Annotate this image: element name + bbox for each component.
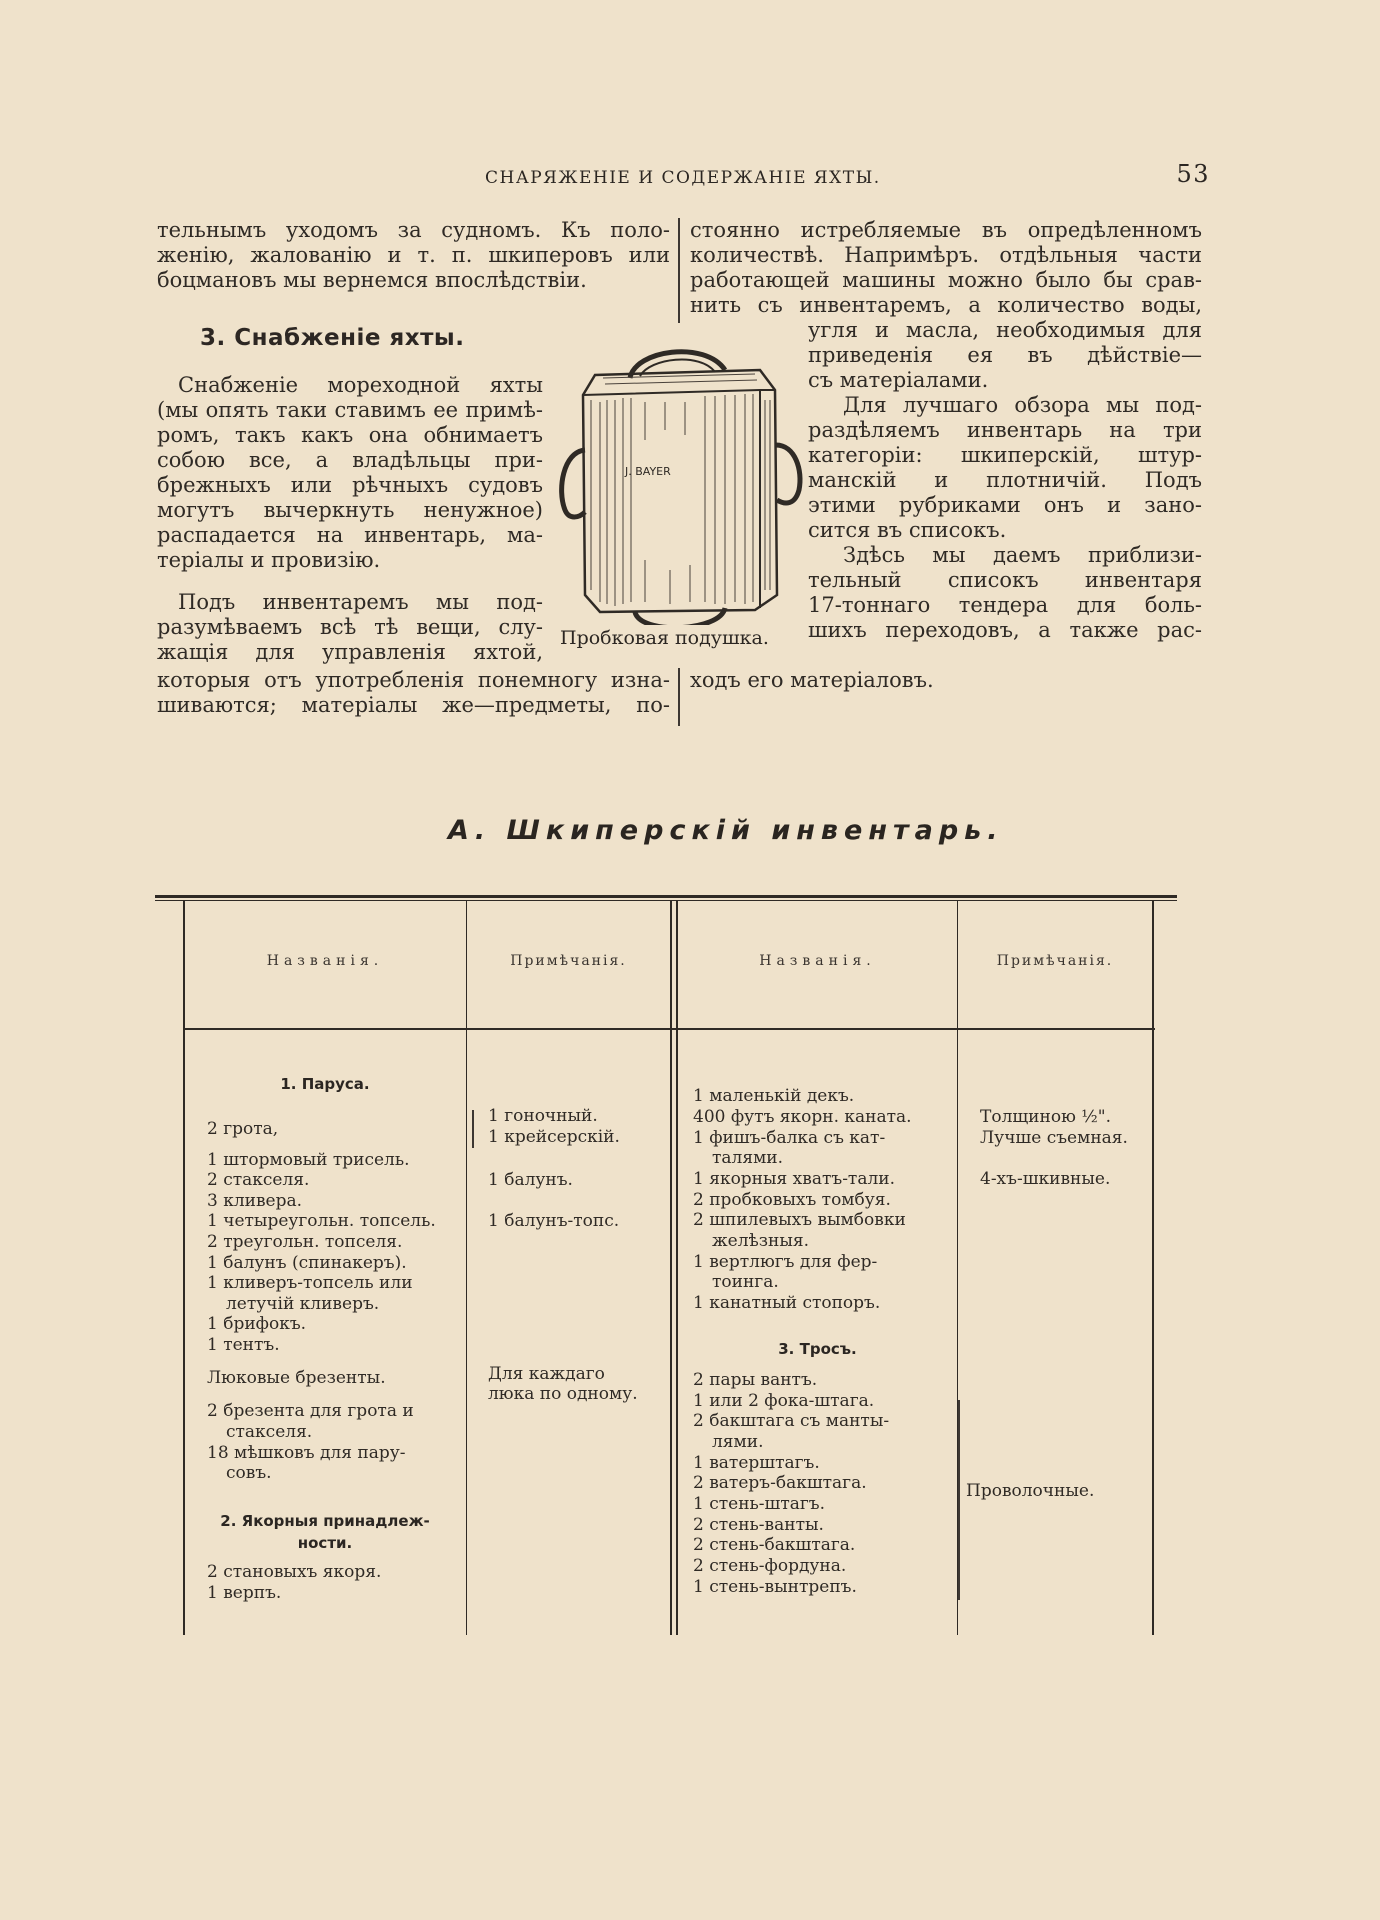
table-title: А. Шкиперскій инвентарь. — [448, 815, 1004, 846]
table-top-rule-thin — [155, 900, 1177, 901]
table-cell: 1 штормовый трисель. — [207, 1150, 410, 1170]
table-cell: 1 верпъ. — [207, 1583, 282, 1603]
table-section-title: ности. — [297, 1534, 353, 1552]
section-heading: 3. Снабженіе яхты. — [200, 325, 465, 351]
text-line: сится въ списокъ. — [808, 518, 1007, 542]
text-line: собою все, а владѣльцы при- — [157, 448, 543, 472]
text-line: манскій и плотничій. Подъ — [808, 468, 1202, 492]
table-cell: 1 балунъ. — [488, 1170, 573, 1190]
figure-caption: Пробковая подушка. — [560, 627, 769, 649]
table-col-divider — [466, 900, 467, 1635]
column-divider — [678, 218, 680, 323]
text-line: раздѣляемъ инвентарь на три — [808, 418, 1202, 442]
table-cell: 2 грота, — [207, 1119, 279, 1139]
table-cell: 2 шпилевыхъ вымбовки — [693, 1210, 906, 1230]
table-cell: 1 балунъ-топс. — [488, 1211, 620, 1231]
table-cell: 2 стень-бакштага. — [693, 1535, 856, 1555]
table-cell: 1 фишъ-балка съ кат- — [693, 1128, 886, 1148]
table-cell: 400 футъ якорн. каната. — [693, 1107, 912, 1127]
bracket — [958, 1400, 960, 1600]
bracket — [472, 1110, 474, 1148]
text-line: разумѣваемъ всѣ тѣ вещи, слу- — [157, 615, 543, 639]
text-line: съ матеріалами. — [808, 368, 989, 392]
table-cell: 4-хъ-шкивные. — [980, 1169, 1111, 1189]
table-cell: 1 балунъ (спинакеръ). — [207, 1253, 407, 1273]
table-cell: 1 вертлюгъ для фер- — [693, 1252, 878, 1272]
table-cell: 1 якорныя хватъ-тали. — [693, 1169, 896, 1189]
text-line: теріалы и провизію. — [157, 548, 381, 572]
text-line: Для лучшаго обзора мы под- — [843, 393, 1202, 417]
table-cell: 1 стень-вынтрепъ. — [693, 1577, 857, 1597]
column-header: Названія. — [266, 953, 384, 969]
table-cell: 1 крейсерскій. — [488, 1127, 620, 1147]
text-line: шиваются; матеріалы же—предметы, по- — [157, 693, 670, 717]
table-cell: совъ. — [226, 1463, 272, 1483]
table-cell: лями. — [712, 1432, 764, 1452]
column-header: Названія. — [759, 953, 876, 969]
table-cell: Люковые брезенты. — [207, 1368, 386, 1388]
table-center-divider — [676, 900, 678, 1635]
text-line: ромъ, такъ какъ она обнимаетъ — [157, 423, 543, 447]
table-section-title: 2. Якорныя принадлеж- — [220, 1512, 430, 1530]
text-line: женію, жалованію и т. п. шкиперовъ или — [157, 243, 670, 267]
table-cell: 2 пары вантъ. — [693, 1370, 818, 1390]
text-line: работающей машины можно было бы срав- — [690, 268, 1202, 292]
table-cell: 1 ватерштагъ. — [693, 1453, 820, 1473]
text-line: (мы опять таки ставимъ ее примѣ- — [157, 398, 543, 422]
text-line: Подъ инвентаремъ мы под- — [178, 590, 543, 614]
table-cell: 1 тентъ. — [207, 1335, 280, 1355]
text-line: ходъ его матеріаловъ. — [690, 668, 934, 692]
text-line: категоріи: шкиперскій, штур- — [808, 443, 1202, 467]
table-cell: летучій кливеръ. — [226, 1294, 380, 1314]
text-line: жащія для управленія яхтой, — [157, 640, 543, 664]
text-line: количествѣ. Напримѣръ. отдѣльныя части — [690, 243, 1202, 267]
text-line: стоянно истребляемые въ опредѣленномъ — [690, 218, 1202, 242]
table-cell: 18 мѣшковъ для пару- — [207, 1443, 406, 1463]
page-number: 53 — [1176, 160, 1210, 188]
table-top-rule — [155, 895, 1177, 898]
text-line: Здѣсь мы даемъ приблизи- — [843, 543, 1202, 567]
table-cell: Проволочные. — [966, 1481, 1095, 1501]
table-right-border — [1152, 900, 1154, 1635]
table-cell: 2 становыхъ якоря. — [207, 1562, 382, 1582]
table-cell: 1 маленькій декъ. — [693, 1086, 855, 1106]
text-line: могутъ вычеркнуть ненужное) — [157, 498, 543, 522]
text-line: нить съ инвентаремъ, а количество воды, — [690, 293, 1202, 317]
column-header: Примѣчанія. — [996, 953, 1114, 969]
table-cell: стакселя. — [226, 1422, 313, 1442]
table-center-divider — [670, 900, 672, 1635]
table-cell: 1 гоночный. — [488, 1106, 598, 1126]
running-head — [155, 160, 1210, 196]
figure-label: J. BAYER — [625, 465, 671, 478]
table-section-title: 3. Тросъ. — [778, 1340, 857, 1358]
table-cell: желѣзныя. — [712, 1231, 810, 1251]
table-cell: 1 четыреугольн. топсель. — [207, 1211, 436, 1231]
cork-cushion-illustration — [555, 340, 805, 625]
table-cell: 2 треугольн. топселя. — [207, 1232, 403, 1252]
table-cell: 2 бакштага съ манты- — [693, 1411, 890, 1431]
column-header: Примѣчанія. — [510, 953, 627, 969]
table-cell: 1 кливеръ-топсель или — [207, 1273, 413, 1293]
table-section-title: 1. Паруса. — [280, 1075, 370, 1093]
table-cell: 2 стень-ванты. — [693, 1515, 824, 1535]
text-line: угля и масла, необходимыя для — [808, 318, 1202, 342]
table-cell: Лучше съемная. — [980, 1128, 1128, 1148]
table-cell: 2 стакселя. — [207, 1170, 310, 1190]
table-cell: 1 или 2 фока-штага. — [693, 1391, 875, 1411]
table-cell: тоинга. — [712, 1272, 779, 1292]
text-line: тельнымъ уходомъ за судномъ. Къ поло- — [157, 218, 670, 242]
table-cell: 1 канатный стопоръ. — [693, 1293, 881, 1313]
text-line: тельный списокъ инвентаря — [808, 568, 1202, 592]
text-line: боцмановъ мы вернемся впослѣдствіи. — [157, 268, 587, 292]
text-line: брежныхъ или рѣчныхъ судовъ — [157, 473, 543, 497]
text-line: шихъ переходовъ, а также рас- — [808, 618, 1202, 642]
text-line: которыя отъ употребленія понемногу изна- — [157, 668, 670, 692]
text-line: Снабженіе мореходной яхты — [178, 373, 543, 397]
table-cell: Толщиною ½". — [980, 1107, 1111, 1127]
text-line: приведенія ея въ дѣйствіе— — [808, 343, 1202, 367]
table-cell: 1 брифокъ. — [207, 1314, 307, 1334]
table-cell: 2 стень-фордуна. — [693, 1556, 847, 1576]
running-title: СНАРЯЖЕНІЕ И СОДЕРЖАНІЕ ЯХТЫ. — [485, 168, 881, 188]
table-cell: талями. — [712, 1148, 784, 1168]
table-cell: 1 стень-штагъ. — [693, 1494, 826, 1514]
table-cell: Для каждаго — [488, 1364, 605, 1384]
column-divider — [678, 668, 680, 726]
table-cell: 3 кливера. — [207, 1191, 303, 1211]
text-line: этими рубриками онъ и зано- — [808, 493, 1202, 517]
text-line: 17-тоннаго тендера для боль- — [808, 593, 1202, 617]
text-line: распадается на инвентарь, ма- — [157, 523, 543, 547]
table-cell: 2 брезента для грота и — [207, 1401, 414, 1421]
table-cell: 2 ватеръ-бакштага. — [693, 1473, 867, 1493]
table-cell: люка по одному. — [488, 1384, 638, 1404]
table-cell: 2 пробковыхъ томбуя. — [693, 1190, 891, 1210]
